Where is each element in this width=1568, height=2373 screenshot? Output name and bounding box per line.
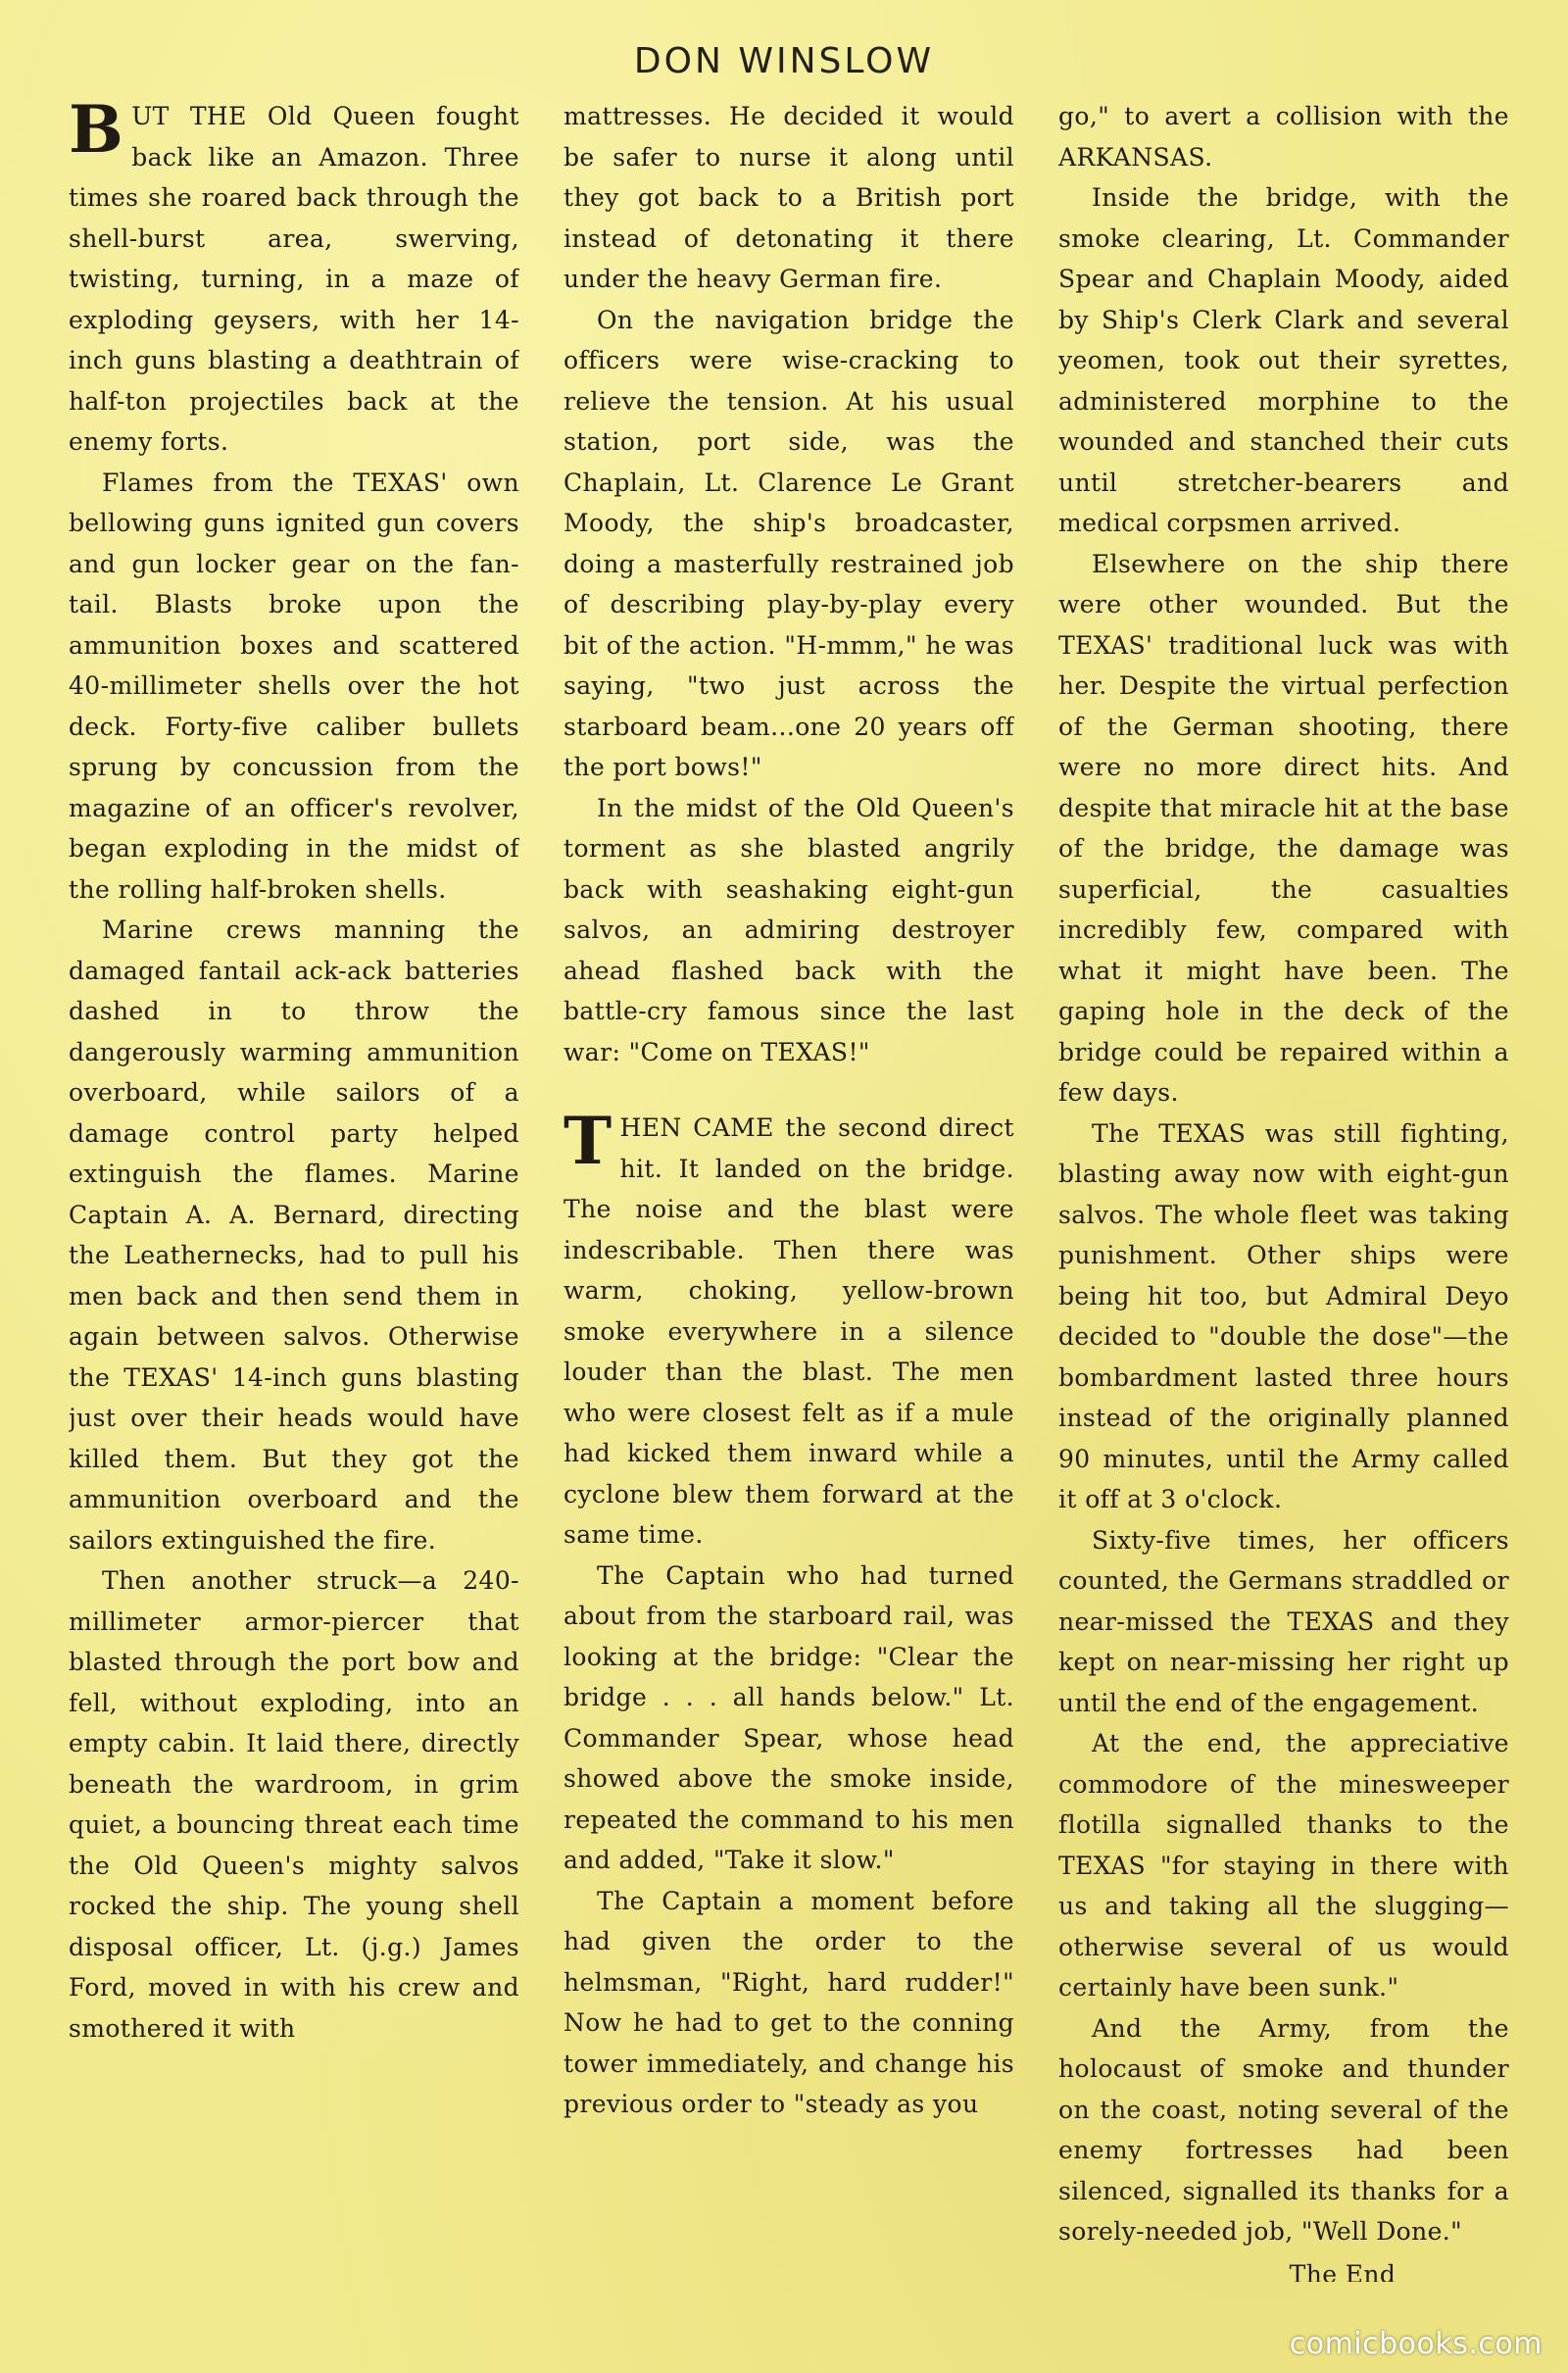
- paragraph: And the Army, from the holocaust of smoke and thunder on the coast, noting several of the enemy fortresses had been silenced, signalled its thanks for a sorely-needed job, "Well Done.": [1058, 2013, 1509, 2246]
- paragraph-text: HEN CAME the second direct hit. It landed on the bridge. The noise and the blast were indescribable. Then there was warm, choking, yellow-brown smoke everywhere in a silence louder than the blast. The men who were closest felt as if a mule had kicked them inward while a cyclone blew them forward at the same time.: [564, 1113, 1014, 1549]
- the-end-label: The End: [1289, 2259, 1396, 2282]
- watermark: comicbooks.com: [1289, 2327, 1543, 2361]
- paragraph: [564, 1103, 1014, 1556]
- drop-cap: B: [69, 96, 124, 168]
- paragraph: Sixty-five times, her officers counted, the Germans straddled or near-missed the TEXAS and they kept on near-missing her right up until the end of the engagement.: [1058, 1525, 1509, 1717]
- paragraph: The Captain a moment before had given the order to the helmsman, "Right, hard rudder!" Now he had to get to the conning tower immediately, and change his previous order to "steady as you: [564, 1886, 1014, 2118]
- paragraph: Inside the bridge, with the smoke clearing, Lt. Commander Spear and Chaplain Moody, aided by Ship's Clerk Clark and several yeomen, took out their syrettes, administered morphine to the wounded and stanched their cuts until stretcher-bearers and medical corpsmen arrived.: [1058, 183, 1509, 537]
- column-1: [69, 96, 519, 2282]
- page-title: DON WINSLOW: [633, 41, 935, 81]
- paragraph: mattresses. He decided it would be safer to nurse it along until they got back to a British port instead of detonating it there under the heavy German fire.: [564, 102, 1014, 293]
- article-columns: [69, 96, 1509, 2282]
- paragraph: At the end, the appreciative commodore of the minesweeper flotilla signalled thanks to the TEXAS "for staying in there with us and taking all the slugging—otherwise several of us would certainly have been sunk.": [1058, 1729, 1509, 2002]
- drop-cap: T: [564, 1103, 612, 1179]
- paragraph: [69, 96, 519, 463]
- paragraph: Flames from the TEXAS' own bellowing guns ignited gun covers and gun locker gear on the fan-tail. Blasts broke upon the ammunition boxes and scattered 40-millimeter shells over the hot deck. Forty-five caliber bullets sprung by concussion from the magazine of an officer's revolver, began exploding in the midst of the rolling half-broken shells.: [69, 468, 519, 904]
- paragraph: go," to avert a collision with the ARKANSAS.: [1058, 102, 1509, 172]
- paragraph-text: UT THE Old Queen fought back like an Amazon. Three times she roared back through the shell-burst area, swerving, twisting, turning, in a maze of exploding geysers, with her 14-inch guns blasting a deathtrain of half-ton projectiles back at the enemy forts.: [69, 102, 519, 456]
- paragraph: On the navigation bridge the officers were wise-cracking to relieve the tension. At his usual station, port side, was the Chaplain, Lt. Clarence Le Grant Moody, the ship's broadcaster, doing a masterfully restrained job of describing play-by-play every bit of the action. "H-mmm," he was saying, "two just across the starboard beam...one 20 years off the port bows!": [564, 305, 1014, 781]
- paragraph: Elsewhere on the ship there were other wounded. But the TEXAS' traditional luck was with her. Despite the virtual perfection of the German shooting, there were no more direct hits. And despite that miracle hit at the base of the bridge, the damage was superficial, the casualties incredibly few, compared with what it might have been. The gaping hole in the deck of the bridge could be repaired within a few days.: [1058, 549, 1509, 1107]
- paragraph: Then another struck—a 240-millimeter armor-piercer that blasted through the port bow and fell, without exploding, into an empty cabin. It laid there, directly beneath the wardroom, in grim quiet, a bouncing threat each time the Old Queen's mighty salvos rocked the ship. The young shell disposal officer, Lt. (j.g.) James Ford, moved in with his crew and smothered it with: [69, 1566, 519, 2043]
- column-2: [564, 96, 1014, 2282]
- paragraph: The Captain who had turned about from the starboard rail, was looking at the bridge: "Clear the bridge . . . all hands below." Lt. Commander Spear, whose head showed above the smoke inside, repeated the command to his men and added, "Take it slow.": [564, 1560, 1014, 1874]
- column-3: [1058, 96, 1509, 2282]
- paragraph: Marine crews manning the damaged fantail ack-ack batteries dashed in to throw the dangerously warming ammunition overboard, while sailors of a damage control party helped extinguish the flames. Marine Captain A. A. Bernard, directing the Leathernecks, had to pull his men back and then send them in again between salvos. Otherwise the TEXAS' 14-inch guns blasting just over their heads would have killed them. But they got the ammunition overboard and the sailors extinguished the fire.: [69, 915, 519, 1555]
- paragraph: In the midst of the Old Queen's torment as she blasted angrily back with seashaking eight-gun salvos, an admiring destroyer ahead flashed back with the battle-cry famous since the last war: "Come on TEXAS!": [564, 793, 1014, 1066]
- paragraph: The TEXAS was still fighting, blasting away now with eight-gun salvos. The whole fleet was taking punishment. Other ships were being hit too, but Admiral Deyo decided to "double the dose"—the bombardment lasted three hours instead of the originally planned 90 minutes, until the Army called it off at 3 o'clock.: [1058, 1118, 1509, 1513]
